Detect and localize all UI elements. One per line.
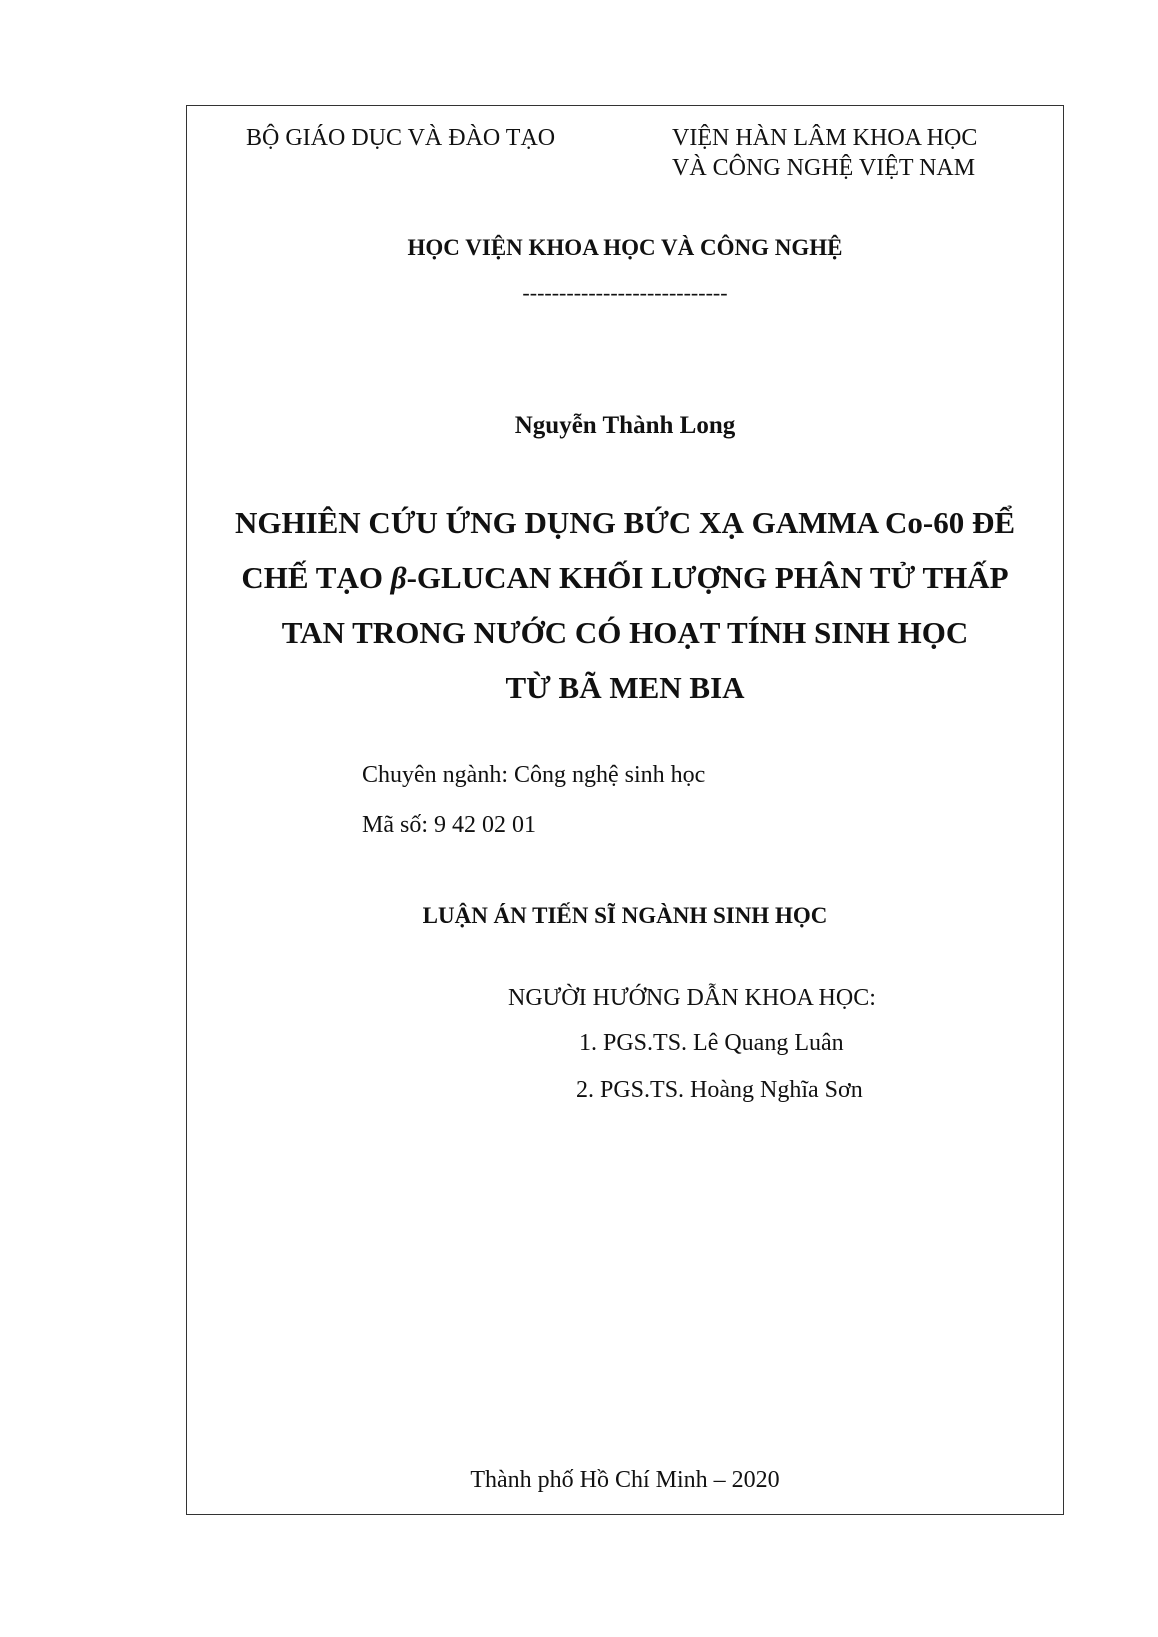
- page-border: [186, 105, 1064, 1515]
- thesis-title: [186, 495, 1064, 715]
- title-line-2-prefix: CHẾ TẠO: [241, 560, 391, 595]
- advisor-item: 1. PGS.TS. Lê Quang Luân: [579, 1030, 844, 1056]
- major-field: Chuyên ngành: Công nghệ sinh học: [362, 762, 706, 788]
- institute-name: HỌC VIỆN KHOA HỌC VÀ CÔNG NGHỆ: [407, 235, 843, 260]
- academy-name-line2: VÀ CÔNG NGHỆ VIỆT NAM: [672, 155, 976, 181]
- major-code: Mã số: 9 42 02 01: [362, 812, 536, 838]
- beta-symbol: β: [390, 560, 407, 595]
- academy-name-line1: VIỆN HÀN LÂM KHOA HỌC: [672, 125, 978, 151]
- title-line-4: TỪ BÃ MEN BIA: [505, 670, 745, 705]
- thesis-type: LUẬN ÁN TIẾN SĨ NGÀNH SINH HỌC: [422, 903, 828, 928]
- author-name: Nguyễn Thành Long: [514, 412, 736, 439]
- title-line-1: NGHIÊN CỨU ỨNG DỤNG BỨC XẠ GAMMA Co-60 ĐỂ: [234, 505, 1016, 540]
- advisor-item: 2. PGS.TS. Hoàng Nghĩa Sơn: [576, 1077, 863, 1103]
- ministry-name: BỘ GIÁO DỤC VÀ ĐÀO TẠO: [246, 125, 556, 151]
- advisors-heading: NGƯỜI HƯỚNG DẪN KHOA HỌC:: [508, 985, 876, 1011]
- place-and-year: Thành phố Hồ Chí Minh – 2020: [470, 1467, 780, 1493]
- header-divider: ----------------------------: [522, 280, 728, 305]
- academy-name: [672, 123, 1032, 183]
- title-line-2: [186, 550, 1064, 605]
- title-line-2-rest: -GLUCAN KHỐI LƯỢNG PHÂN TỬ THẤP: [406, 560, 1009, 595]
- title-line-3: TAN TRONG NƯỚC CÓ HOẠT TÍNH SINH HỌC: [281, 615, 969, 650]
